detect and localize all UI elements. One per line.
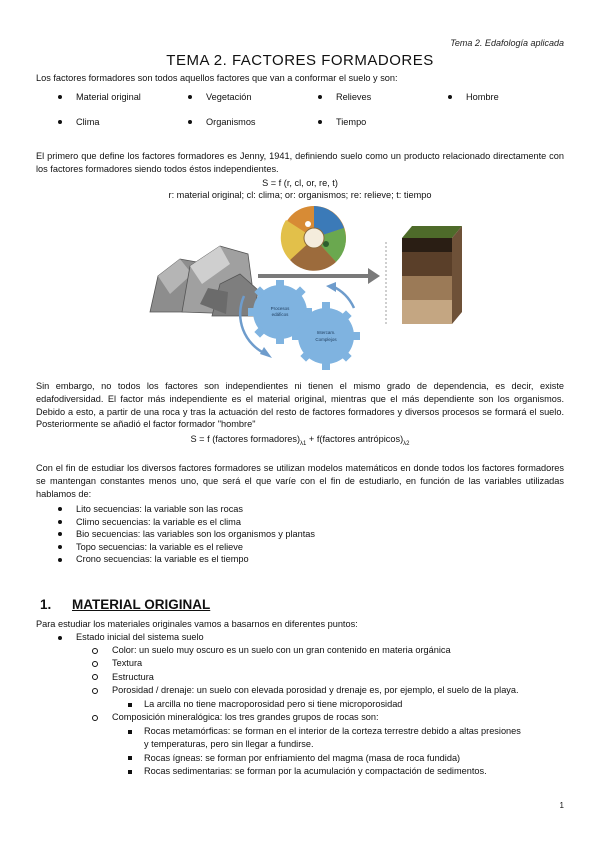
bullet-icon [318,120,322,124]
list-item: Tiempo [318,117,448,127]
circle-bullet-icon [92,715,98,721]
formula-anthropic: S = f (factores $formadores)_{\lambda 1}$ + f(factores $antrópicos)_{\lambda 2}$ [190,434,410,447]
bullet-icon [58,545,62,549]
list-item: Composición mineralógica: los tres grandes grupos de rocas son: [92,711,379,724]
sequences-list [58,503,315,566]
list-item: Porosidad / drenaje: un suelo con elevada porosidad y drenaje es, por ejemplo, el suelo de la playa. [92,684,519,697]
cycle-arrow-head-icon [326,282,336,292]
list-item: Relieves [318,92,448,102]
outline-level1 [58,631,204,644]
soil-formation-figure [140,204,470,374]
outline-level3 [128,698,402,711]
bullet-icon [58,532,62,536]
factors-row-1 [58,92,578,102]
square-bullet-icon [128,770,132,774]
circle-bullet-icon [92,661,98,667]
list-item: Estado inicial del sistema suelo [58,631,204,644]
outline-level3-b [128,725,521,778]
outline-level2 [92,644,519,697]
bullet-icon [318,95,322,99]
list-item: Rocas ígneas: se forman por enfriamiento del magma (masa de roca fundida) [128,752,521,765]
bullet-icon [188,120,192,124]
list-item: Topo secuencias: la variable es el relieve [58,541,315,554]
list-item: Vegetación [188,92,318,102]
list-item: Bio secuencias: las variables son los organismos y plantas [58,528,315,541]
bullet-icon [58,636,62,640]
gear1-label-line1: Procesos [270,306,290,311]
bullet-icon [58,507,62,511]
outline-level2-b [92,711,379,724]
section-heading: 1. MATERIAL ORIGINAL [40,597,211,612]
list-item: Color: un suelo muy oscuro es un suelo con un gran contenido en materia orgánica [92,644,519,657]
formula-jenny: S = f (r, cl, or, re, t) [262,178,338,188]
bullet-icon [448,95,452,99]
gear2-label-line1: Intercam. [316,330,336,335]
list-item: Estructura [92,671,519,684]
factors-wheel [281,206,346,271]
circle-bullet-icon [92,674,98,680]
list-item: Climo secuencias: la variable es el clima [58,516,315,529]
gear1-label-line2: edáficos [271,312,289,317]
square-bullet-icon [128,730,132,734]
section-intro: Para estudiar los materiales originales vamos a basarnos en diferentes puntos: [36,619,358,629]
square-bullet-icon [128,703,132,707]
list-item: Crono secuencias: la variable es el tiempo [58,553,315,566]
paragraph-jenny: El primero que define los factores formadores es Jenny, 1941, definiendo suelo como un producto relacionado directamente con los factores formadores siendo todos éstos independientes. [36,151,564,174]
paragraph-dependence: Sin embargo, no todos los factores son independientes ni tienen el mismo grado de dependencia, es decir, existe edafodiversidad. El factor más independiente es el material original, mientras que el más dependiente son los organismos. Debido a esto, a partir de una roca y tras la actuación del resto de factores formadores y diversos procesos se formará el suelo. Posteriormente se añadió el factor formador "hombre" [36,381,564,430]
circle-bullet-icon [92,648,98,654]
list-item: Clima [58,117,188,127]
list-item: La arcilla no tiene macroporosidad pero si tiene microporosidad [128,698,402,711]
list-item: Textura [92,657,519,670]
list-item: Organismos [188,117,318,127]
bullet-icon [188,95,192,99]
bullet-icon [58,520,62,524]
formula-legend: r: material original; cl: clima; or: organismos; re: relieve; t: tiempo [168,190,432,200]
list-item: Hombre [448,92,578,102]
bullet-icon [58,558,62,562]
list-item-continuation: y temperaturas, pero sin llegar a fundirse. [144,739,314,750]
soil-profile-illustration [386,226,462,324]
factors-row-2 [58,117,448,127]
list-item: Material original [58,92,188,102]
paragraph-models: Con el fin de estudiar los diversos factores formadores se utilizan modelos matemáticos en donde todos los factores formadores se mantengan constantes menos uno, que será el que varíe con el fin de estudiarlo, en función de las variables utilizadas hablamos de: [36,463,564,499]
intro-text: Los factores formadores son todos aquellos factores que van a conformar el suelo y son: [36,73,398,83]
page-number: 1 [559,801,564,810]
list-item: Rocas sedimentarias: se forman por la acumulación y compactación de sedimentos. [128,765,521,778]
list-item: Rocas metamórficas: se forman en el interior de la corteza terrestre debido a altas presiones [128,725,521,738]
list-item: Lito secuencias: la variable son las rocas [58,503,315,516]
bullet-icon [58,120,62,124]
square-bullet-icon [128,756,132,760]
running-header: Tema 2. Edafología aplicada [450,38,564,48]
bullet-icon [58,95,62,99]
cycle-arrow-head-icon [260,347,272,358]
page-title: TEMA 2. FACTORES FORMADORES [166,52,434,69]
gear2-label-line2: Complejos [315,337,337,342]
circle-bullet-icon [92,688,98,694]
